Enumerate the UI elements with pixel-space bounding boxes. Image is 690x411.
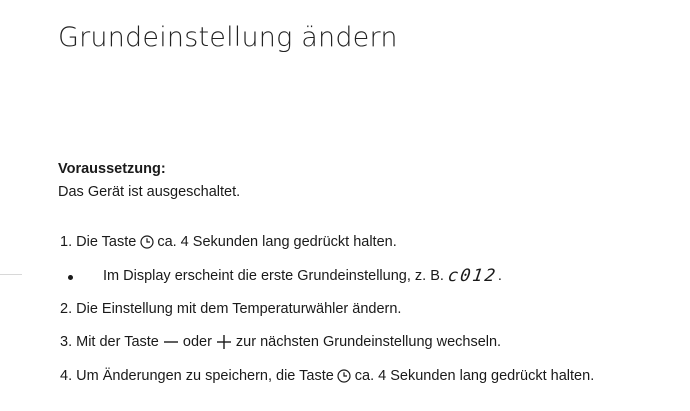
- prerequisite-text: Das Gerät ist ausgeschaltet.: [58, 184, 241, 200]
- step-text: ca. 4 Sekunden lang gedrückt halten.: [354, 368, 595, 384]
- step-text: ca. 4 Sekunden lang gedrückt halten.: [157, 234, 397, 250]
- plus-icon: [215, 335, 233, 350]
- result-text: Im Display erscheint die erste Grundeinstellung, z. B.: [103, 268, 444, 284]
- side-divider: [0, 274, 22, 275]
- page-title: Grundeinstellung ändern: [58, 22, 398, 53]
- prerequisite-label: Voraussetzung:: [58, 161, 166, 177]
- step-number: 1.: [60, 234, 73, 250]
- minus-icon: [162, 335, 180, 350]
- bullet-dot: [68, 275, 73, 280]
- step-number: 4.: [60, 368, 73, 384]
- step-2: [60, 301, 401, 317]
- clock-icon: [139, 235, 154, 250]
- step-text: Die Taste: [76, 234, 137, 250]
- step-1: [60, 234, 397, 250]
- step-text: Die Einstellung mit dem Temperaturwähler ändern.: [76, 301, 402, 317]
- step-3: [60, 334, 501, 350]
- step-text: Um Änderungen zu speichern, die Taste: [76, 368, 334, 384]
- step-number: 2.: [60, 301, 73, 317]
- step-4: [60, 368, 594, 384]
- step-text: zur nächsten Grundeinstellung wechseln.: [235, 334, 502, 350]
- clock-icon: [337, 369, 352, 384]
- step-1-result: [103, 266, 502, 286]
- step-text: oder: [182, 334, 212, 350]
- step-number: 3.: [60, 334, 73, 350]
- display-code: c012: [446, 266, 499, 286]
- step-text: Mit der Taste: [76, 334, 159, 350]
- result-end: .: [497, 268, 502, 284]
